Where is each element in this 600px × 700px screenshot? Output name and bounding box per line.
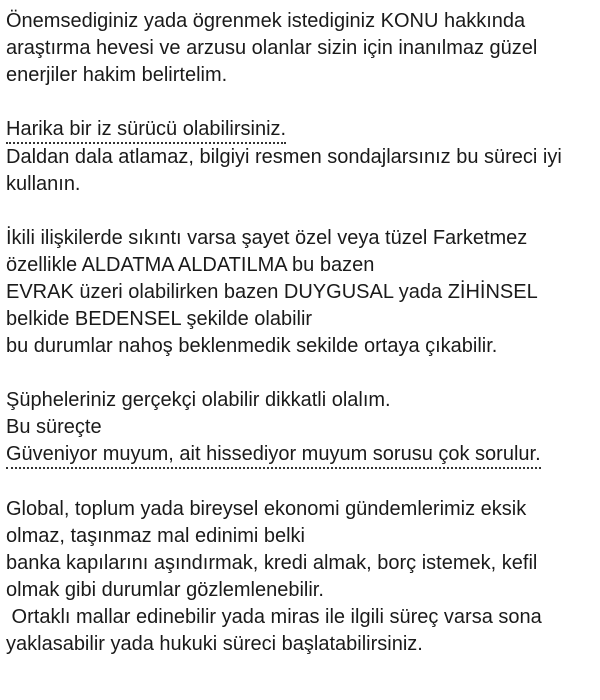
text-line: Daldan dala atlamaz, bilgiyi resmen sondajlarsınız bu süreci iyi [6,146,562,168]
paragraph-relationships [6,225,596,360]
paragraph-gap [6,89,596,116]
text-line: olmaz, taşınmaz mal edinimi belki [6,525,305,547]
text-line: Önemsediginiz yada ögrenmek istediginiz KONU hakkında [6,10,526,32]
text-line: Ortaklı mallar edinebilir yada miras ile ilgili süreç varsa sona [6,606,542,628]
text-line: Bu süreçte [6,416,102,438]
text-line: özellikle ALDATMA ALDATILMA bu bazen [6,254,375,276]
text-line-underlined: Güveniyor muyum, ait hissediyor muyum sorusu çok sorulur. [6,442,541,469]
document-body [6,8,596,658]
text-line: kullanın. [6,173,81,195]
paragraph-tracker [6,116,596,198]
text-line: Global, toplum yada bireysel ekonomi gündemlerimiz eksik [6,498,527,520]
paragraph-research [6,8,596,89]
text-line: Şüpheleriniz gerçekçi olabilir dikkatli olalım. [6,389,391,411]
text-line: yaklasabilir yada hukuki süreci başlatabilirsiniz. [6,633,423,655]
paragraph-gap [6,469,596,496]
text-line: enerjiler hakim belirtelim. [6,64,228,86]
text-line: bu durumlar nahoş beklenmedik sekilde ortaya çıkabilir. [6,335,498,357]
paragraph-gap [6,360,596,387]
text-line-dotted-wrapper [6,441,596,469]
text-line-dotted-wrapper [6,116,596,144]
text-line: belkide BEDENSEL şekilde olabilir [6,308,313,330]
text-line: araştırma hevesi ve arzusu olanlar sizin için inanılmaz güzel [6,37,538,59]
paragraph-economy [6,496,596,658]
text-line: EVRAK üzeri olabilirken bazen DUYGUSAL yada ZİHİNSEL [6,281,538,303]
text-line: olmak gibi durumlar gözlemlenebilir. [6,579,324,601]
text-line: İkili ilişkilerde sıkıntı varsa şayet özel veya tüzel Farketmez [6,227,528,249]
text-line: banka kapılarını aşındırmak, kredi almak, borç istemek, kefil [6,552,538,574]
text-line-underlined: Harika bir iz sürücü olabilirsiniz. [6,117,286,144]
paragraph-suspicions [6,387,596,469]
paragraph-gap [6,198,596,225]
